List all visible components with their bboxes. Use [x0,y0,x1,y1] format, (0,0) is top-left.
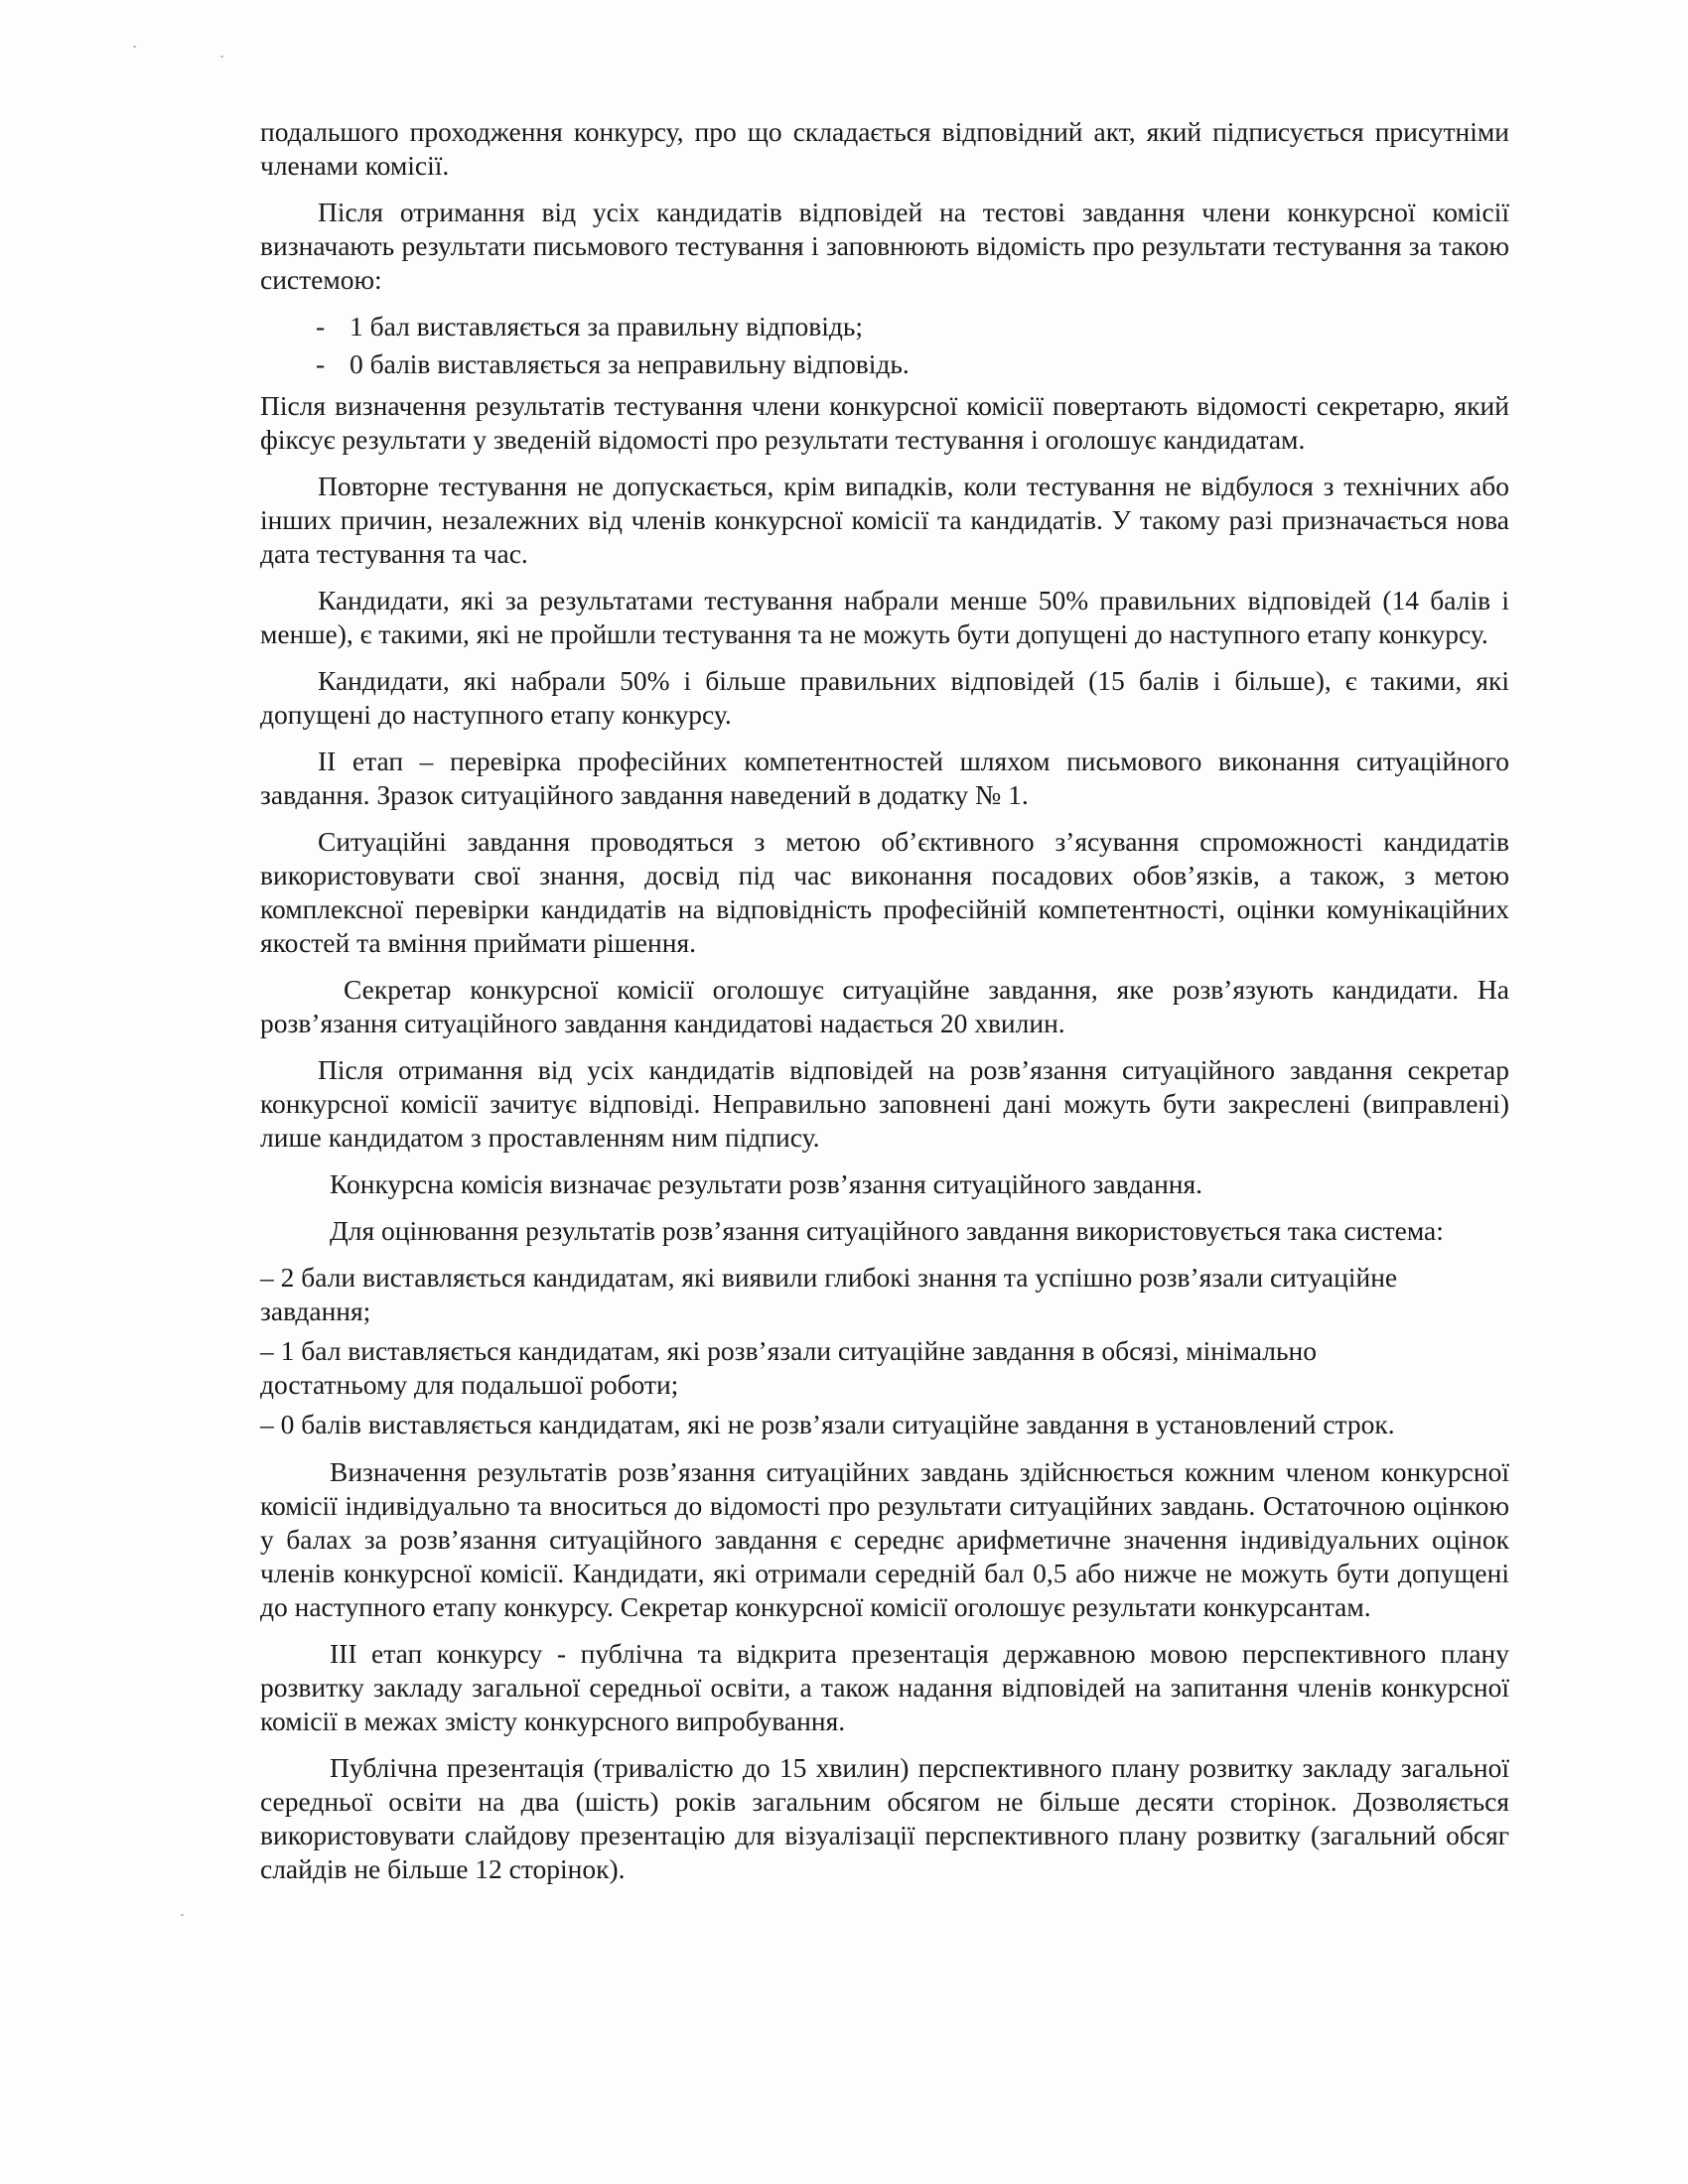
paragraph: Повторне тестування не допускається, крім випадків, коли тестування не відбулося з технічних або інших причин, незалежних від членів конкурсної комісії та кандидатів. У такому разі призначається нова дата тестування та час. [260,471,1509,569]
list-item: - 0 балів виставляється за неправильну відповідь. [350,347,1509,381]
paragraph: Секретар конкурсної комісії оголошує ситуаційне завдання, яке розв’язують кандидати. На розв’язання ситуаційного завдання кандидатові надається 20 хвилин. [260,974,1509,1038]
test-scoring-list [260,310,1509,381]
list-item: – 0 балів виставляється кандидатам, які не розв’язали ситуаційне завдання в установлений строк. [260,1409,1395,1439]
scan-artifact-dot [181,1914,184,1916]
paragraph: ІІІ етап конкурсу - публічна та відкрита презентація державною мовою перспективного плану розвитку закладу загальної середньої освіти, а також надання відповідей на запитання членів конкурсної комісії в межах змісту конкурсного випробування. [260,1638,1509,1736]
list-item: – 2 бали виставляється кандидатам, які виявили глибокі знання та успішно розв’язали ситуаційне завдання; [260,1262,1398,1326]
paragraph: Кандидати, які набрали 50% і більше правильних відповідей (15 балів і більше), є такими, які допущені до наступного етапу конкурсу. [260,665,1509,730]
paragraph: подальшого проходження конкурсу, про що складається відповідний акт, який підписується присутніми членами комісії. [260,116,1509,181]
paragraph: Після визначення результатів тестування члени конкурсної комісії повертають відомості секретарю, який фіксує результати у зведеній відомості про результати тестування і оголошує кандидатам. [260,390,1509,455]
paragraph: Після отримання від усіх кандидатів відповідей на розв’язання ситуаційного завдання секретар конкурсної комісії зачитує відповіді. Неправильно заповнені дані можуть бути закреслені (виправлені) лише кандидатом з проставленням ним підпису. [260,1054,1509,1153]
paragraph: Визначення результатів розв’язання ситуаційних завдань здійснюється кожним членом конкурсної комісії індивідуально та вноситься до відомості про результати ситуаційних завдань. Остаточною оцінкою у балах за розв’язання ситуаційного завдання є середнє арифметичне значення індивідуальних оцінок членів конкурсної комісії. Кандидати, які отримали середній бал 0,5 або нижче не можуть бути допущені до наступного етапу конкурсу. Секретар конкурсної комісії оголошує результати конкурсантам. [260,1456,1509,1622]
paragraph: Кандидати, які за результатами тестування набрали менше 50% правильних відповідей (14 балів і менше), є такими, які не пройшли тестування та не можуть бути допущені до наступного етапу конкурсу. [260,585,1509,649]
paragraph: ІІ етап – перевірка професійних компетентностей шляхом письмового виконання ситуаційного завдання. Зразок ситуаційного завдання наведений в додатку № 1. [260,746,1509,810]
paragraph: Ситуаційні завдання проводяться з метою об’єктивного з’ясування спроможності кандидатів використовувати свої знання, досвід під час виконання посадових обов’язків, а також, з метою комплексної перевірки кандидатів на відповідність професійній компетентності, оцінки комунікаційних якостей та вміння приймати рішення. [260,826,1509,958]
list-item: - 1 бал виставляється за правильну відповідь; [350,310,1509,343]
paragraph: Після отримання від усіх кандидатів відповідей на тестові завдання члени конкурсної комісії визначають результати письмового тестування і заповнюють відомість про результати тестування за такою системою: [260,197,1509,295]
situation-scoring-list [260,1261,1462,1441]
scan-artifact-dot [133,46,136,48]
list-item: – 1 бал виставляється кандидатам, які розв’язали ситуаційне завдання в обсязі, мінімально достатньому для подальшої роботи; [260,1335,1317,1400]
paragraph: Конкурсна комісія визначає результати розв’язання ситуаційного завдання. [330,1168,1203,1199]
paragraph: Публічна презентація (тривалістю до 15 хвилин) перспективного плану розвитку закладу загальної середньої освіти на два (шість) років загальним обсягом не більше десяти сторінок. Дозволяється використовувати слайдову презентацію для візуалізації перспективного плану розвитку (загальний обсяг слайдів не більше 12 сторінок). [260,1752,1509,1884]
document-body [260,115,1509,1899]
paragraph: Для оцінювання результатів розв’язання ситуаційного завдання використовується така система: [330,1215,1444,1246]
scan-artifact-dot [220,56,223,58]
